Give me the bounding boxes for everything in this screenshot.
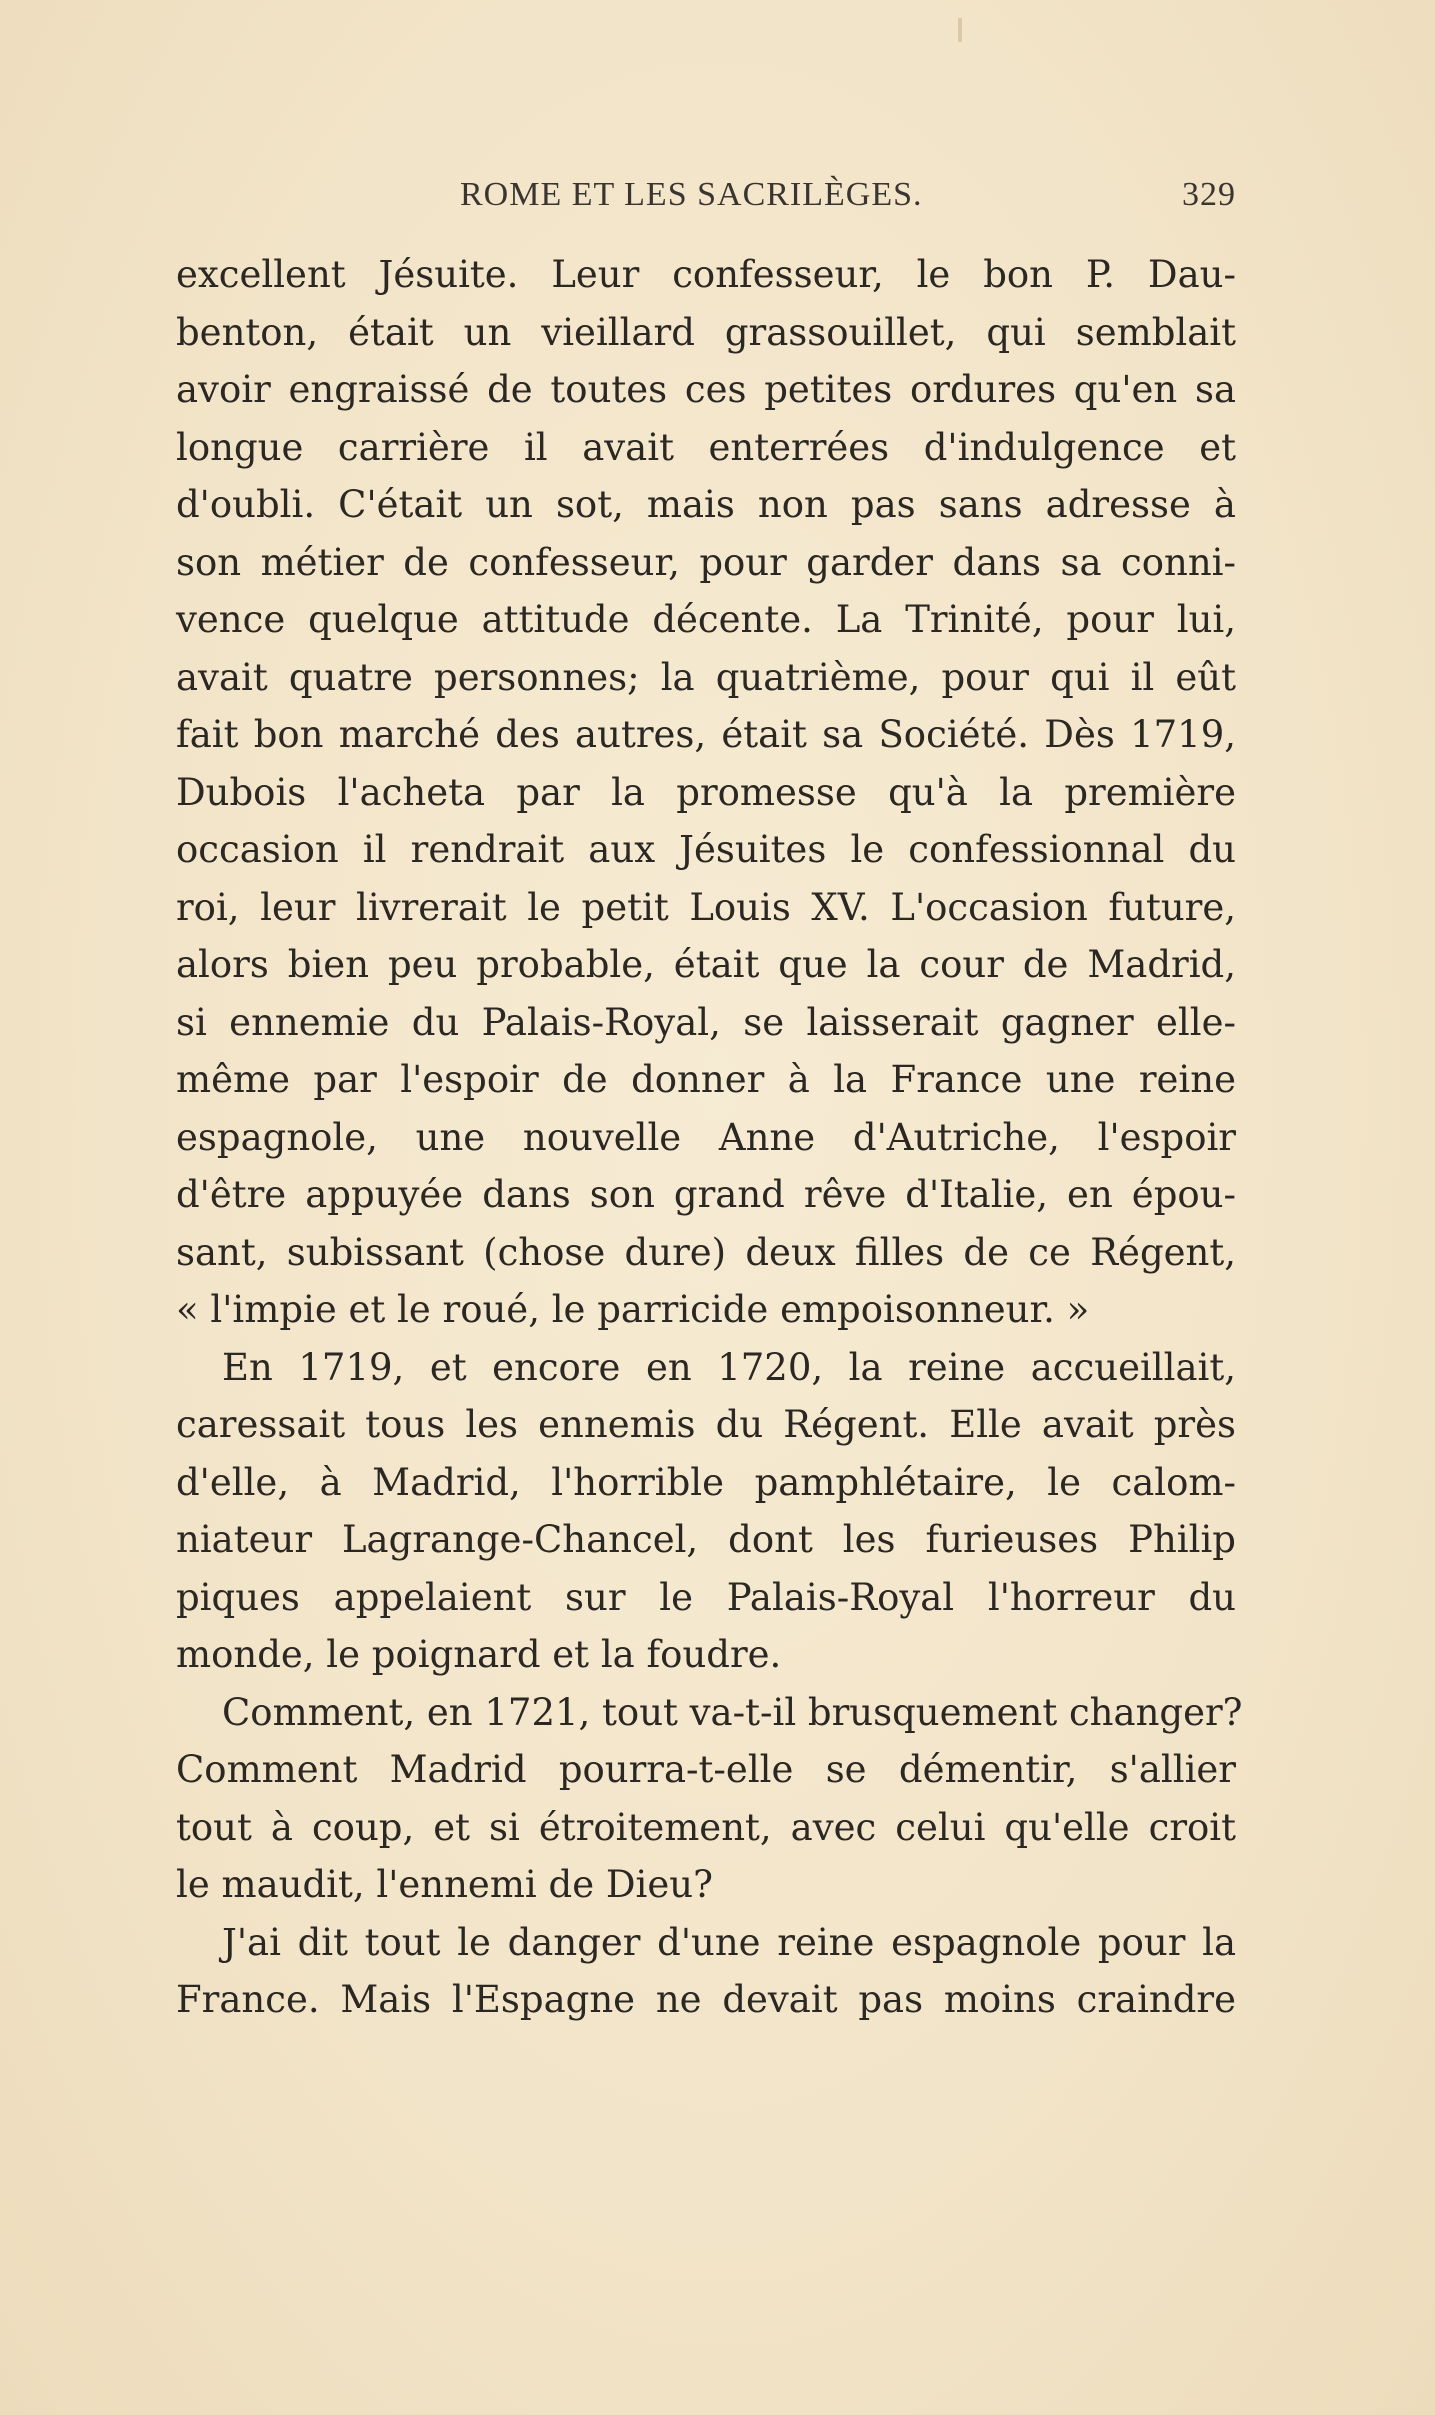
text-line: occasion il rendrait aux Jésuites le confessionnal du (176, 828, 1236, 871)
text-line: « l'impie et le roué, le parricide empoisonneur. » (176, 1288, 1090, 1331)
text-line: tout à coup, et si étroitement, avec celui qu'elle croit (176, 1805, 1236, 1849)
text-line: longue carrière il avait enterrées d'indulgence et (176, 425, 1236, 469)
text-line: En 1719, et encore en 1720, la reine accueillait, (222, 1345, 1236, 1389)
text-line: si ennemie du Palais-Royal, se laisserait gagner elle- (176, 1000, 1236, 1044)
text-line: le maudit, l'ennemi de Dieu? (176, 1863, 713, 1906)
text-line: monde, le poignard et la foudre. (176, 1633, 782, 1676)
text-line: d'être appuyée dans son grand rêve d'Italie, en épou- (176, 1173, 1236, 1216)
text-line: niateur Lagrange-Chancel, dont les furieuses Philip (176, 1518, 1236, 1561)
paper-mark (958, 18, 962, 42)
page-number: 329 (1182, 176, 1236, 213)
text-line: Dubois l'acheta par la promesse qu'à la première (176, 770, 1236, 814)
text-line: fait bon marché des autres, était sa Société. Dès 1719, (176, 713, 1236, 756)
text-line: benton, était un vieillard grassouillet, qui semblait (176, 310, 1236, 354)
text-line: caressait tous les ennemis du Régent. Elle avait près (176, 1403, 1236, 1446)
text-line: même par l'espoir de donner à la France une reine (176, 1058, 1236, 1101)
text-line: France. Mais l'Espagne ne devait pas moins craindre (176, 1978, 1236, 2021)
text-line: avait quatre personnes; la quatrième, pour qui il eût (176, 655, 1236, 699)
body-text (176, 246, 1243, 2029)
running-title: ROME ET LES SACRILÈGES. (460, 176, 923, 213)
text-line: d'oubli. C'était un sot, mais non pas sans adresse à (176, 483, 1236, 526)
text-line: espagnole, une nouvelle Anne d'Autriche, l'espoir (176, 1115, 1236, 1159)
text-line: roi, leur livrerait le petit Louis XV. L'occasion future, (176, 885, 1236, 929)
text-line: piques appelaient sur le Palais-Royal l'horreur du (176, 1575, 1236, 1619)
text-line: Comment, en 1721, tout va-t-il brusquement changer? (222, 1690, 1243, 1734)
text-line: avoir engraissé de toutes ces petites ordures qu'en sa (176, 368, 1236, 411)
running-header (176, 176, 1236, 216)
text-line: d'elle, à Madrid, l'horrible pamphlétaire, le calom- (176, 1460, 1236, 1504)
text-line: vence quelque attitude décente. La Trinité, pour lui, (176, 598, 1236, 641)
text-line: Comment Madrid pourra-t-elle se démentir, s'allier (176, 1748, 1236, 1791)
text-line: J'ai dit tout le danger d'une reine espagnole pour la (222, 1920, 1236, 1964)
text-line: son métier de confesseur, pour garder dans sa conni- (176, 540, 1236, 584)
text-line: alors bien peu probable, était que la cour de Madrid, (176, 943, 1236, 986)
text-line: excellent Jésuite. Leur confesseur, le bon P. Dau- (176, 253, 1236, 296)
text-line: sant, subissant (chose dure) deux filles de ce Régent, (176, 1230, 1236, 1274)
